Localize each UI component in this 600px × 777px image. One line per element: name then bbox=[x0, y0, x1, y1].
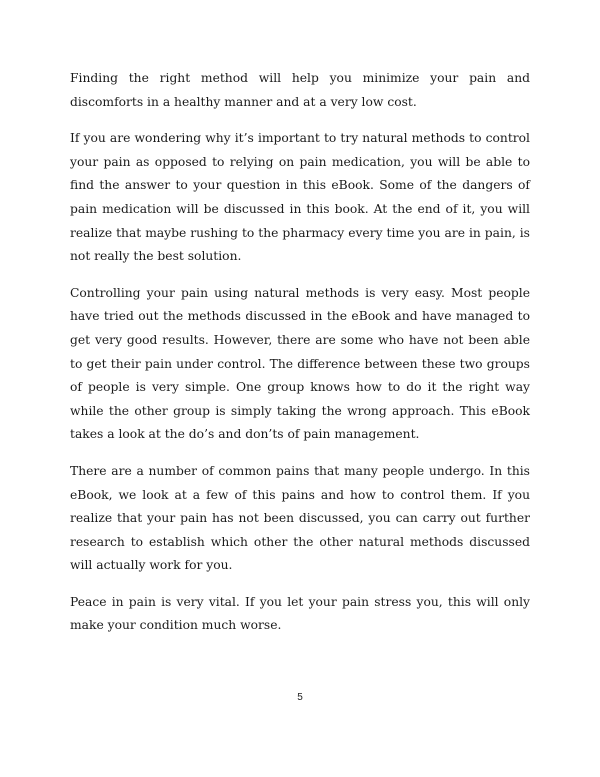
paragraph-1: Finding the right method will help you minimize your pain and discomforts in a healthy manner and at a very low cost. bbox=[70, 71, 530, 109]
body-text bbox=[70, 67, 530, 651]
paragraph-4: There are a number of common pains that many people undergo. In this eBook, we look at a few of this pains and how to control them. If you realize that your pain has not been discussed, you can carry out further research to establish which other the other natural methods discussed will actually work for you. bbox=[70, 463, 530, 573]
paragraph-2: If you are wondering why it’s important to try natural methods to control your pain as opposed to relying on pain medication, you will be able to find the answer to your question in this eBook. Some of the dangers of pain medication will be discussed in this book. At the end of it, you will realize that maybe rushing to the pharmacy every time you are in pain, is not really the best solution. bbox=[70, 131, 530, 264]
page-number: 5 bbox=[297, 692, 303, 703]
paragraph-3: Controlling your pain using natural methods is very easy. Most people have tried out the methods discussed in the eBook and have managed to get very good results. However, there are some who have not been able to get their pain under control. The difference between these two groups of people is very simple. One group knows how to do it the right way while the other group is simply taking the wrong approach. This eBook takes a look at the do’s and don’ts of pain management. bbox=[70, 285, 530, 442]
paragraph-5: Peace in pain is very vital. If you let your pain stress you, this will only make your condition much worse. bbox=[70, 594, 530, 633]
